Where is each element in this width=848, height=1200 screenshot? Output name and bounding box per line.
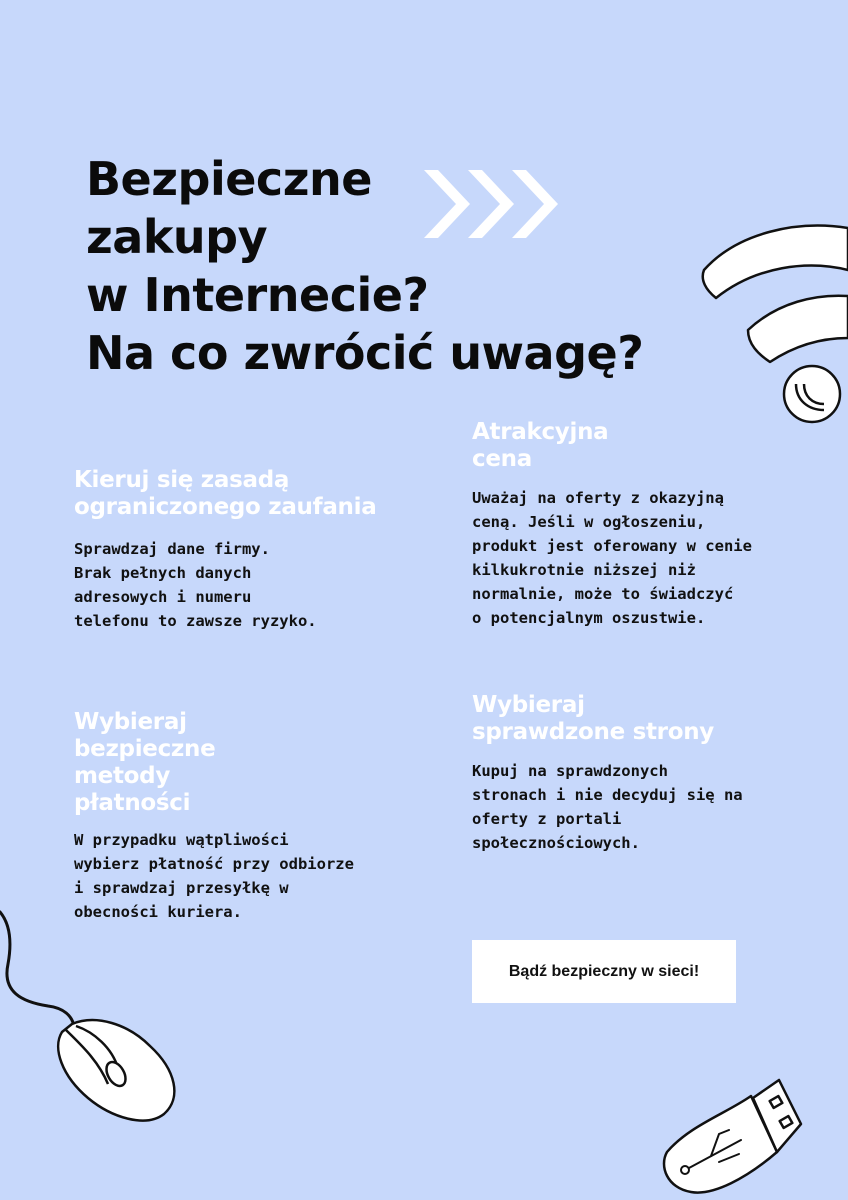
usb-drive-icon <box>655 1074 805 1200</box>
body-line: Brak pełnych danych <box>74 564 252 582</box>
section-heading-limited-trust <box>74 467 376 521</box>
body-line: oferty z portali <box>472 810 622 828</box>
wifi-icon <box>698 222 848 427</box>
computer-mouse-icon <box>0 908 185 1128</box>
cta-box <box>472 940 736 1003</box>
section-heading-safe-payment <box>74 709 215 817</box>
heading-line: Wybieraj <box>74 709 187 735</box>
body-line: i sprawdzaj przesyłkę w <box>74 879 289 897</box>
title-line: w Internecie? <box>86 268 429 322</box>
body-line: produkt jest oferowany w cenie <box>472 537 752 555</box>
body-line: Sprawdzaj dane firmy. <box>74 540 270 558</box>
body-line: adresowych i numeru <box>74 588 252 606</box>
body-line: stronach i nie decyduj się na <box>472 786 743 804</box>
heading-line: ograniczonego zaufania <box>74 494 377 520</box>
heading-line: Atrakcyjna <box>472 419 609 445</box>
heading-line: Wybieraj <box>472 692 585 718</box>
section-body-verified-sites <box>472 759 743 855</box>
body-line: o potencjalnym oszustwie. <box>472 609 706 627</box>
chevrons-right-icon <box>424 170 558 238</box>
section-body-attractive-price <box>472 486 752 630</box>
cta-label: Bądź bezpieczny w sieci! <box>508 962 700 980</box>
heading-line: bezpieczne <box>74 736 216 762</box>
heading-line: Kieruj się zasadą <box>74 467 290 493</box>
heading-line: cena <box>472 446 532 472</box>
body-line: normalnie, może to świadczyć <box>472 585 734 603</box>
body-line: telefonu to zawsze ryzyko. <box>74 612 317 630</box>
heading-line: płatności <box>74 790 191 816</box>
body-line: Uważaj na oferty z okazyjną <box>472 489 724 507</box>
body-line: obecności kuriera. <box>74 903 242 921</box>
section-heading-verified-sites <box>472 692 714 746</box>
section-heading-attractive-price <box>472 419 608 473</box>
section-body-limited-trust <box>74 537 317 633</box>
body-line: społecznościowych. <box>472 834 640 852</box>
title-line: Bezpieczne <box>86 152 372 206</box>
body-line: W przypadku wątpliwości <box>74 831 289 849</box>
heading-line: sprawdzone strony <box>472 719 714 745</box>
title-line: Na co zwrócić uwagę? <box>86 326 644 380</box>
body-line: ceną. Jeśli w ogłoszeniu, <box>472 513 706 531</box>
body-line: kilkukrotnie niższej niż <box>472 561 696 579</box>
body-line: Kupuj na sprawdzonych <box>472 762 668 780</box>
heading-line: metody <box>74 763 171 789</box>
page-title <box>86 150 726 382</box>
title-line: zakupy <box>86 210 268 264</box>
body-line: wybierz płatność przy odbiorze <box>74 855 354 873</box>
